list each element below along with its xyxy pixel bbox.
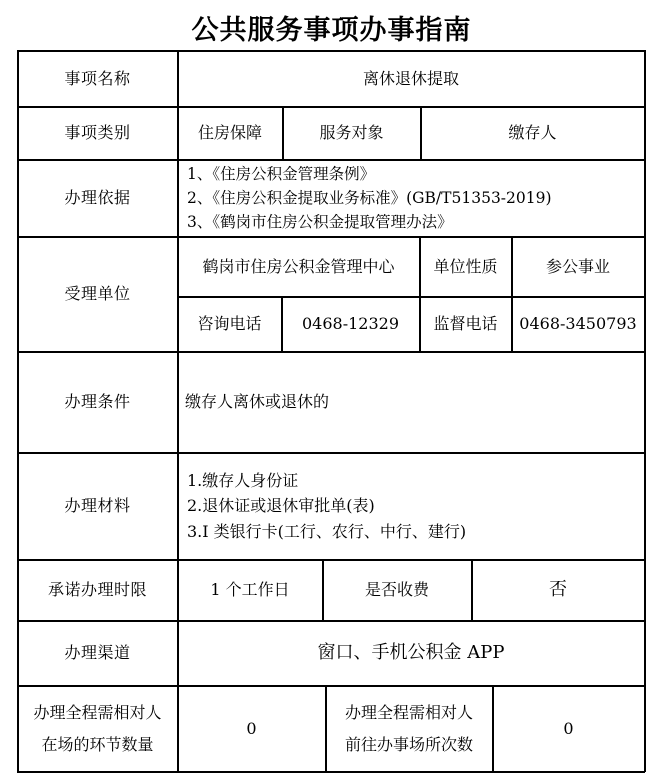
visits-label — [326, 686, 492, 771]
basis-item: 2、《住房公积金提取业务标准》(GB/T51353-2019) — [187, 188, 552, 207]
materials-label: 办理材料 — [64, 496, 131, 516]
supervise-phone-value: 0468-3450793 — [519, 314, 637, 334]
visits-value: 0 — [563, 718, 574, 738]
materials-item: 3.I 类银行卡(工行、农行、中行、建行) — [187, 521, 467, 541]
materials-item: 2.退休证或退休审批单(表) — [187, 496, 375, 516]
unit-org: 鹤岗市住房公积金管理中心 — [202, 256, 395, 276]
presence-label — [18, 686, 177, 771]
presence-value: 0 — [246, 718, 257, 738]
page-title: 公共服务事项办事指南 — [191, 15, 472, 46]
phone-value: 0468-12329 — [301, 314, 400, 334]
time-limit-label: 承诺办理时限 — [47, 580, 147, 600]
service-target-label: 服务对象 — [319, 123, 384, 143]
name-label: 事项名称 — [64, 68, 131, 88]
unit-nature-value: 参公事业 — [545, 256, 610, 276]
basis-item: 1、《住房公积金管理条例》 — [187, 164, 376, 183]
channel-value: 窗口、手机公积金 APP — [317, 641, 505, 663]
supervise-phone-label: 监督电话 — [433, 314, 498, 334]
visits-label-line: 前往办事场所次数 — [344, 734, 473, 754]
basis-item: 3、《鹤岗市住房公积金提取管理办法》 — [187, 213, 453, 231]
phone-label: 咨询电话 — [197, 314, 262, 334]
name-value: 离休退休提取 — [362, 68, 459, 88]
presence-label-line: 在场的环节数量 — [41, 734, 154, 754]
service-target-value: 缴存人 — [508, 123, 557, 143]
time-limit-value: 1 个工作日 — [210, 580, 290, 600]
category-label: 事项类别 — [64, 123, 131, 143]
materials-item: 1.缴存人身份证 — [187, 470, 299, 490]
presence-label-line: 办理全程需相对人 — [33, 703, 162, 723]
fee-label: 是否收费 — [364, 580, 429, 600]
basis-list — [180, 160, 644, 236]
conditions-label: 办理条件 — [64, 392, 131, 412]
visits-label-line: 办理全程需相对人 — [344, 703, 473, 723]
fee-value: 否 — [549, 578, 567, 600]
conditions-value: 缴存人离休或退休的 — [185, 392, 330, 412]
channel-label: 办理渠道 — [64, 643, 131, 663]
unit-label: 受理单位 — [64, 284, 131, 304]
basis-label: 办理依据 — [64, 188, 131, 208]
category-value: 住房保障 — [197, 123, 262, 143]
materials-list — [180, 453, 644, 559]
unit-nature-label: 单位性质 — [433, 256, 498, 276]
